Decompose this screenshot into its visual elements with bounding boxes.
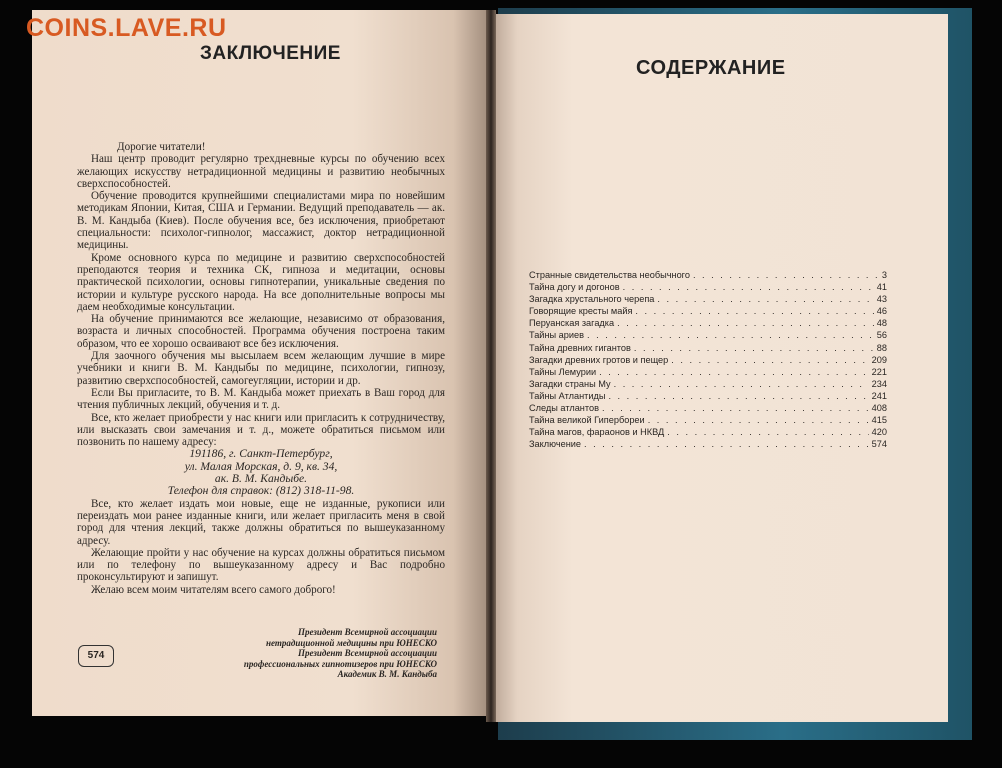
toc-page-number: 48 xyxy=(876,318,887,329)
page-heading: ЗАКЛЮЧЕНИЕ xyxy=(200,43,341,64)
toc-entry xyxy=(529,378,887,390)
address-line: ак. В. М. Кандыбе. xyxy=(214,472,308,486)
toc-title: Тайна великой Гипербореи xyxy=(529,415,645,426)
toc-page-number: 408 xyxy=(871,403,887,414)
conclusion-text xyxy=(77,141,445,596)
address-line: ул. Малая Морская, д. 9, кв. 34, xyxy=(184,459,338,473)
toc-title: Тайны Атлантиды xyxy=(529,390,606,401)
toc-leader-dots xyxy=(657,293,873,305)
toc-leader-dots xyxy=(614,378,869,390)
toc-page-number: 209 xyxy=(871,354,887,365)
toc-page-number: 46 xyxy=(876,306,887,317)
paragraph: Все, кто желает издать мои новые, еще не изданные, рукописи или переиздать мои ранее изданные книги, или желает пригласить меня в свой город для чтения лекций, также должны обратиться по вышеуказанному адресу. xyxy=(77,497,445,547)
toc-entry xyxy=(529,354,887,366)
toc-leader-dots xyxy=(584,438,869,450)
signature-line: профессиональных гипнотизеров при ЮНЕСКО xyxy=(243,658,437,669)
paragraph: Дорогие читатели! xyxy=(117,141,206,153)
toc-title: Следы атлантов xyxy=(529,403,599,414)
toc-title: Тайна древних гигантов xyxy=(529,342,631,353)
toc-page-number: 43 xyxy=(876,294,887,305)
toc-title: Тайны ариев xyxy=(529,330,585,341)
page-heading: СОДЕРЖАНИЕ xyxy=(636,57,786,79)
signature-line: Президент Всемирной ассоциации xyxy=(298,648,437,659)
toc-leader-dots xyxy=(693,269,879,281)
page-number: 574 xyxy=(78,645,114,667)
paragraph: Желающие пройти у нас обучение на курсах должны обратиться письмом или по телефону по вышеуказанному адресу и Вас подробно проконсультируют и запишут. xyxy=(77,546,445,584)
signature-block xyxy=(244,627,437,680)
toc-entry xyxy=(529,414,887,426)
watermark: COINS.LAVE.RU xyxy=(26,14,227,42)
toc-page-number: 3 xyxy=(881,270,887,280)
toc-page-number: 234 xyxy=(871,378,887,389)
table-of-contents xyxy=(529,269,887,450)
paragraph: Наш центр проводит регулярно трехдневные курсы по обучению всех желающих искусству нетрадиционной медицины и развитию необычных сверхспособностей. xyxy=(77,153,445,190)
toc-leader-dots xyxy=(671,354,868,366)
toc-page-number: 41 xyxy=(876,282,887,293)
book-gutter xyxy=(486,10,496,722)
toc-page-number: 88 xyxy=(876,342,887,353)
toc-page-number: 56 xyxy=(876,330,887,341)
toc-leader-dots xyxy=(599,366,869,378)
toc-leader-dots xyxy=(608,390,868,402)
toc-page-number: 415 xyxy=(871,415,887,426)
left-page xyxy=(32,10,490,716)
toc-title: Перуанская загадка xyxy=(529,318,615,329)
toc-leader-dots xyxy=(635,305,873,317)
toc-page-number: 574 xyxy=(871,439,887,450)
toc-leader-dots xyxy=(648,414,869,426)
toc-entry xyxy=(529,329,887,341)
paragraph: На обучение принимаются все желающие, независимо от образования, возраста и личных способностей. Программа обучения построена таким образом, что ее хорошо осваивают все без исключения. xyxy=(77,313,445,350)
right-page xyxy=(490,14,948,722)
address-line: 191186, г. Санкт-Петербург, xyxy=(189,447,333,461)
toc-entry xyxy=(529,269,887,281)
toc-entry xyxy=(529,317,887,329)
toc-title: Странные свидетельства необычного xyxy=(529,270,690,280)
toc-entry xyxy=(529,390,887,402)
paragraph: Если Вы пригласите, то В. М. Кандыба может приехать в Ваш город для чтения публичных лекций, обучения и т. д. xyxy=(77,386,445,412)
toc-leader-dots xyxy=(602,402,869,414)
signature-line: Президент Всемирной ассоциации xyxy=(298,627,437,637)
toc-title: Загадка хрустального черепа xyxy=(529,294,655,305)
toc-entry xyxy=(529,402,887,414)
toc-entry xyxy=(529,305,887,317)
toc-page-number: 221 xyxy=(871,366,887,377)
phone-line: Телефон для справок: (812) 318-11-98. xyxy=(167,484,355,498)
toc-entry xyxy=(529,426,887,438)
paragraph: Кроме основного курса по медицине и развитию сверхспособностей преподаются теория и техника СК, гипноза и медитации, основы практической психологии, основы гипнотерапии, уникальные сведения по истории и культуре русского народа. На все дополнительные вопросы мы даем необходимые консультации. xyxy=(77,251,445,313)
paragraph: Все, кто желает приобрести у нас книги или пригласить к сотрудничеству, или высказать свои замечания и т. д., можете обратиться письмом или позвонить по нашему адресу: xyxy=(77,411,445,449)
signature-line: Академик В. М. Кандыба xyxy=(337,669,437,680)
toc-title: Говорящие кресты майя xyxy=(529,306,633,317)
toc-leader-dots xyxy=(634,342,874,354)
paragraph: Для заочного обучения мы высылаем всем желающим лучшие в мире учебники и книги В. М. Кандыбы по медицине, психологии, гипнозу, развитию сверхспособностей, самогеугляции, истории и др. xyxy=(77,350,445,387)
toc-page-number: 241 xyxy=(871,390,887,401)
paragraph: Желаю всем моим читателям всего самого доброго! xyxy=(91,583,336,596)
toc-leader-dots xyxy=(667,426,868,438)
toc-leader-dots xyxy=(623,281,874,293)
toc-leader-dots xyxy=(617,317,874,329)
toc-entry xyxy=(529,293,887,305)
toc-entry xyxy=(529,342,887,354)
toc-entry xyxy=(529,438,887,450)
signature-line: нетрадиционной медицины при ЮНЕСКО xyxy=(266,637,437,648)
toc-title: Загадки древних гротов и пещер xyxy=(529,354,669,365)
toc-entry xyxy=(529,281,887,293)
toc-title: Тайна догу и догонов xyxy=(529,282,620,293)
toc-title: Заключение xyxy=(529,439,582,450)
toc-title: Тайны Лемурии xyxy=(529,366,597,377)
toc-title: Тайна магов, фараонов и НКВД xyxy=(529,427,665,438)
toc-entry xyxy=(529,366,887,378)
toc-title: Загадки страны Му xyxy=(529,378,611,389)
paragraph: Обучение проводится крупнейшими специалистами мира по новейшим методикам Японии, Китая, США и Германии. Ведущий преподаватель — ак. В. М. Кандыба (Киев). После обучения все, без исключения, приобретают специальности: психолог-гипнолог, массажист, доктор нетрадиционной медицины. xyxy=(77,190,445,252)
toc-leader-dots xyxy=(587,329,874,341)
toc-page-number: 420 xyxy=(871,427,887,438)
